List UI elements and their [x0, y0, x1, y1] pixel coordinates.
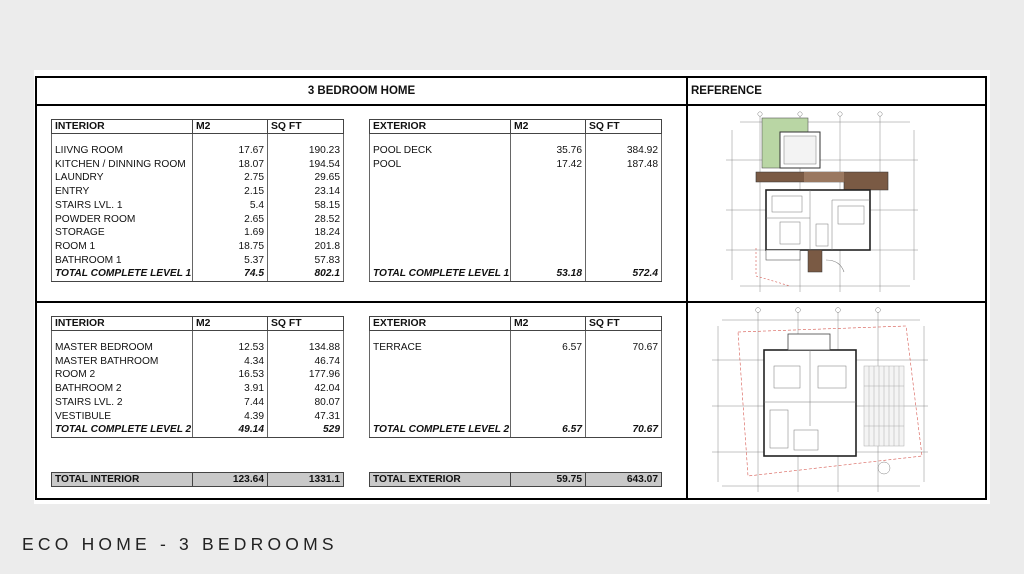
exterior-column-header: EXTERIOR [370, 317, 511, 331]
table-row [370, 341, 662, 355]
room-sqft: 58.15 [268, 199, 344, 213]
table-row [370, 240, 662, 254]
table-row [52, 213, 344, 227]
level-total-m2: 74.5 [193, 267, 268, 281]
room-name: STORAGE [52, 226, 193, 240]
empty-cell [370, 240, 511, 254]
table-row [52, 341, 344, 355]
room-m2: 1.69 [193, 226, 268, 240]
sqft-column-header: SQ FT [586, 120, 662, 134]
slide-caption: ECO HOME - 3 BEDROOMS [22, 534, 338, 554]
room-sqft: 384.92 [586, 144, 662, 158]
m2-column-header: M2 [511, 317, 586, 331]
room-name: LIIVNG ROOM [52, 144, 193, 158]
empty-cell [586, 368, 662, 382]
room-m2: 17.67 [193, 144, 268, 158]
empty-cell [52, 331, 193, 342]
empty-cell [586, 226, 662, 240]
table-row [52, 396, 344, 410]
level2-floor-plan [708, 306, 932, 496]
room-sqft: 23.14 [268, 185, 344, 199]
page-title: 3 BEDROOM HOME [307, 85, 416, 97]
table-row [370, 212, 662, 226]
empty-cell [370, 212, 511, 226]
table-row [370, 396, 662, 410]
level-total-row [370, 423, 662, 437]
room-m2: 5.37 [193, 254, 268, 268]
room-sqft: 80.07 [268, 396, 344, 410]
room-name: POOL DECK [370, 144, 511, 158]
room-name: ROOM 1 [52, 240, 193, 254]
level-total-row [52, 267, 344, 281]
room-name: MASTER BATHROOM [52, 355, 193, 369]
spacer-row [370, 134, 662, 145]
empty-cell [370, 368, 511, 382]
room-name: POWDER ROOM [52, 213, 193, 227]
total-exterior-label: TOTAL EXTERIOR [370, 473, 511, 487]
room-name: KITCHEN / DINNING ROOM [52, 158, 193, 172]
empty-cell [268, 134, 344, 145]
m2-column-header: M2 [193, 317, 268, 331]
empty-cell [193, 331, 268, 342]
empty-cell [370, 226, 511, 240]
room-m2: 6.57 [511, 341, 586, 355]
empty-cell [586, 254, 662, 268]
empty-cell [370, 409, 511, 423]
room-name: POOL [370, 158, 511, 172]
level1-interior-table [51, 119, 344, 282]
empty-cell [586, 134, 662, 145]
level-total-label: TOTAL COMPLETE LEVEL 2 [370, 423, 511, 437]
table-row [370, 199, 662, 213]
table-row [370, 254, 662, 268]
room-m2: 18.07 [193, 158, 268, 172]
empty-cell [586, 382, 662, 396]
empty-cell [511, 212, 586, 226]
empty-cell [370, 199, 511, 213]
table-row [52, 171, 344, 185]
empty-cell [511, 199, 586, 213]
level-total-m2: 49.14 [193, 423, 268, 437]
room-sqft: 187.48 [586, 158, 662, 172]
empty-cell [586, 396, 662, 410]
empty-cell [193, 134, 268, 145]
room-name: STAIRS LVL. 2 [52, 396, 193, 410]
sqft-column-header: SQ FT [268, 317, 344, 331]
spacer-row [370, 331, 662, 342]
room-m2: 5.4 [193, 199, 268, 213]
empty-cell [511, 396, 586, 410]
empty-cell [370, 254, 511, 268]
total-exterior-row [370, 473, 662, 487]
level2-exterior-table [369, 316, 662, 438]
level-total-sqft: 572.4 [586, 267, 662, 281]
empty-cell [268, 331, 344, 342]
room-name: VESTIBULE [52, 410, 193, 424]
spacer-row [52, 134, 344, 145]
empty-cell [586, 240, 662, 254]
room-sqft: 42.04 [268, 382, 344, 396]
level-total-sqft: 70.67 [586, 423, 662, 437]
room-name: ENTRY [52, 185, 193, 199]
room-sqft: 47.31 [268, 410, 344, 424]
room-sqft: 18.24 [268, 226, 344, 240]
table-header-row [370, 120, 662, 134]
table-header-row [52, 120, 344, 134]
room-name: ROOM 2 [52, 368, 193, 382]
room-m2: 4.34 [193, 355, 268, 369]
room-m2: 7.44 [193, 396, 268, 410]
total-interior-row [52, 473, 344, 487]
empty-cell [511, 382, 586, 396]
level-total-row [370, 267, 662, 281]
room-m2: 2.65 [193, 213, 268, 227]
room-m2: 12.53 [193, 341, 268, 355]
room-sqft: 177.96 [268, 368, 344, 382]
room-sqft: 190.23 [268, 144, 344, 158]
table-row [52, 185, 344, 199]
total-interior-sqft: 1331.1 [268, 473, 344, 487]
room-sqft: 70.67 [586, 341, 662, 355]
m2-column-header: M2 [511, 120, 586, 134]
column-divider [686, 76, 688, 500]
table-row [370, 355, 662, 369]
table-row [52, 158, 344, 172]
room-name: STAIRS LVL. 1 [52, 199, 193, 213]
empty-cell [511, 254, 586, 268]
table-row [52, 144, 344, 158]
table-row [370, 158, 662, 172]
room-m2: 2.75 [193, 171, 268, 185]
room-sqft: 29.65 [268, 171, 344, 185]
room-name: LAUNDRY [52, 171, 193, 185]
table-row [52, 382, 344, 396]
room-sqft: 134.88 [268, 341, 344, 355]
room-m2: 35.76 [511, 144, 586, 158]
empty-cell [586, 212, 662, 226]
empty-cell [511, 355, 586, 369]
table-row [370, 382, 662, 396]
level-total-m2: 53.18 [511, 267, 586, 281]
empty-cell [511, 409, 586, 423]
level2-interior-table [51, 316, 344, 438]
empty-cell [370, 171, 511, 185]
room-m2: 18.75 [193, 240, 268, 254]
room-name: MASTER BEDROOM [52, 341, 193, 355]
room-m2: 3.91 [193, 382, 268, 396]
empty-cell [511, 171, 586, 185]
sqft-column-header: SQ FT [586, 317, 662, 331]
level-total-sqft: 529 [268, 423, 344, 437]
room-sqft: 194.54 [268, 158, 344, 172]
empty-cell [370, 134, 511, 145]
level1-exterior-table [369, 119, 662, 282]
table-row [52, 254, 344, 268]
total-interior-m2: 123.64 [193, 473, 268, 487]
empty-cell [370, 396, 511, 410]
empty-cell [511, 226, 586, 240]
table-header-row [52, 317, 344, 331]
table-row [370, 409, 662, 423]
empty-cell [511, 331, 586, 342]
table-row [52, 226, 344, 240]
total-interior-label: TOTAL INTERIOR [52, 473, 193, 487]
empty-cell [370, 331, 511, 342]
total-exterior-m2: 59.75 [511, 473, 586, 487]
empty-cell [370, 185, 511, 199]
spacer-row [52, 331, 344, 342]
room-m2: 16.53 [193, 368, 268, 382]
table-row [370, 185, 662, 199]
empty-cell [586, 171, 662, 185]
level-total-m2: 6.57 [511, 423, 586, 437]
empty-cell [511, 368, 586, 382]
empty-cell [370, 382, 511, 396]
room-m2: 17.42 [511, 158, 586, 172]
empty-cell [586, 331, 662, 342]
table-row [370, 368, 662, 382]
empty-cell [511, 240, 586, 254]
interior-column-header: INTERIOR [52, 120, 193, 134]
level-total-sqft: 802.1 [268, 267, 344, 281]
reference-title: REFERENCE [691, 85, 762, 97]
level-total-label: TOTAL COMPLETE LEVEL 1 [370, 267, 511, 281]
table-header-row [370, 317, 662, 331]
room-sqft: 46.74 [268, 355, 344, 369]
total-exterior-sqft: 643.07 [586, 473, 662, 487]
empty-cell [586, 185, 662, 199]
room-name: BATHROOM 1 [52, 254, 193, 268]
table-row [370, 226, 662, 240]
table-row [370, 171, 662, 185]
level-total-row [52, 423, 344, 437]
room-sqft: 28.52 [268, 213, 344, 227]
table-row [52, 240, 344, 254]
total-exterior-table [369, 472, 662, 487]
table-row [52, 368, 344, 382]
table-row [52, 410, 344, 424]
empty-cell [370, 355, 511, 369]
level-divider [35, 301, 987, 303]
exterior-column-header: EXTERIOR [370, 120, 511, 134]
empty-cell [511, 185, 586, 199]
room-m2: 4.39 [193, 410, 268, 424]
room-name: BATHROOM 2 [52, 382, 193, 396]
table-row [52, 355, 344, 369]
sqft-column-header: SQ FT [268, 120, 344, 134]
empty-cell [586, 409, 662, 423]
interior-column-header: INTERIOR [52, 317, 193, 331]
level-total-label: TOTAL COMPLETE LEVEL 1 [52, 267, 193, 281]
table-row [52, 199, 344, 213]
header-divider [35, 104, 987, 106]
room-name: TERRACE [370, 341, 511, 355]
level-total-label: TOTAL COMPLETE LEVEL 2 [52, 423, 193, 437]
empty-cell [586, 355, 662, 369]
empty-cell [52, 134, 193, 145]
m2-column-header: M2 [193, 120, 268, 134]
room-sqft: 57.83 [268, 254, 344, 268]
empty-cell [586, 199, 662, 213]
table-row [370, 144, 662, 158]
level1-floor-plan [720, 110, 922, 298]
total-interior-table [51, 472, 344, 487]
room-m2: 2.15 [193, 185, 268, 199]
room-sqft: 201.8 [268, 240, 344, 254]
empty-cell [511, 134, 586, 145]
